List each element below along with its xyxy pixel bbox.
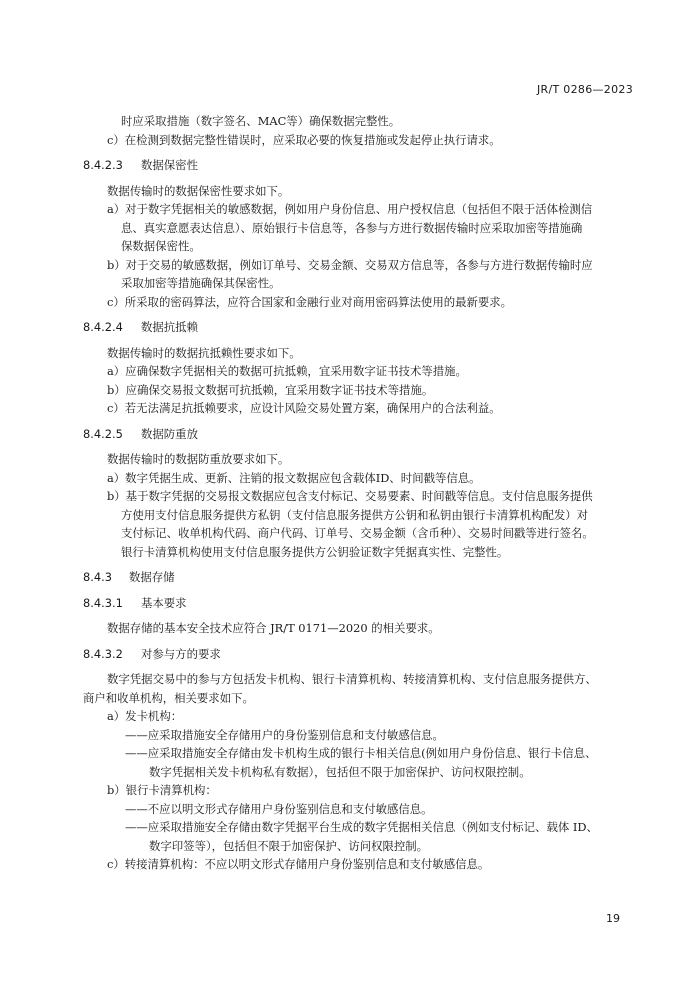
section-title: 基本要求	[141, 595, 187, 610]
section-heading	[83, 318, 641, 337]
section-number: 8.4.2.5	[83, 426, 123, 441]
paragraph-line: 数据传输时的数据保密性要求如下。	[107, 183, 290, 198]
paragraph-line: 商户和收单机构，相关要求如下。	[83, 690, 254, 705]
section-number: 8.4.2.4	[83, 320, 123, 334]
paragraph-line: 采取加密等措施确保其保密性。	[121, 276, 281, 290]
dash-item: ——应采取措施安全存储由发卡机构生成的银行卡相关信息(例如用户身份信息、银行卡信息、	[125, 746, 597, 760]
paragraph-line: 数字凭据相关发卡机构私有数据），包括但不限于加密保护、访问权限控制。	[149, 764, 531, 779]
section-heading	[83, 594, 641, 613]
paragraph-line: 数据存储的基本安全技术应符合 JR/T 0171—2020 的相关要求。	[107, 621, 440, 635]
paragraph-line: 保数据保密性。	[121, 239, 201, 253]
list-item: c）在检测到数据完整性错误时，应采取必要的恢复措施或发起停止执行请求。	[107, 132, 501, 147]
list-item: c）所采取的密码算法，应符合国家和金融行业对商用密码算法使用的最新要求。	[107, 294, 513, 309]
section-heading	[83, 425, 641, 444]
section-title: 数据抗抵赖	[141, 320, 198, 334]
list-item: b）对于交易的敏感数据，例如订单号、交易金额、交易双方信息等，各参与方进行数据传输时应	[107, 257, 593, 272]
dash-item: ——不应以明文形式存储用户身份鉴别信息和支付敏感信息。	[125, 801, 433, 816]
paragraph-line: 支付标记、收单机构代码、商户代码、订单号、交易金额（含币种）、交易时间戳等进行签名。	[121, 526, 594, 540]
document-body	[83, 112, 641, 874]
section-number: 8.4.2.3	[83, 158, 123, 172]
list-item: c）转接清算机构：不应以明文形式存储用户身份鉴别信息和支付敏感信息。	[107, 857, 490, 871]
list-item: a）发卡机构：	[107, 709, 183, 723]
section-title: 对参与方的要求	[141, 646, 221, 661]
list-item: a）对于数字凭据相关的敏感数据，例如用户身份信息、用户授权信息（包括但不限于活体检测信	[107, 202, 593, 216]
paragraph-line: 时应采取措施（数字签名、MAC等）确保数据完整性。	[121, 114, 401, 128]
dash-item: ——应采取措施安全存储由数字凭据平台生成的数字凭据相关信息（例如支付标记、载体 ID、	[125, 820, 598, 834]
list-item: a）应确保数字凭据相关的数据可抗抵赖，宜采用数字证书技术等措施。	[107, 364, 467, 378]
dash-item: ——应采取措施安全存储用户的身份鉴别信息和支付敏感信息。	[125, 727, 444, 742]
paragraph-line: 数据传输时的数据防重放要求如下。	[107, 452, 290, 466]
paragraph-line: 数字印签等），包括但不限于加密保护、访问权限控制。	[149, 838, 429, 853]
section-title: 数据保密性	[141, 158, 198, 172]
document-code: JR/T 0286—2023	[537, 83, 633, 96]
list-item: b）应确保交易报文数据可抗抵赖，宜采用数字证书技术等措施。	[107, 382, 434, 397]
list-item: c）若无法满足抗抵赖要求，应设计风险交易处置方案，确保用户的合法利益。	[107, 401, 501, 415]
paragraph-line: 息、真实意愿表达信息）、原始银行卡信息等，各参与方进行数据传输时应采取加密等措施确	[121, 220, 583, 235]
page-number: 19	[606, 912, 620, 925]
section-title: 数据防重放	[141, 426, 198, 441]
section-title: 数据存储	[129, 570, 175, 584]
section-number: 8.4.3.2	[83, 646, 123, 661]
paragraph-line: 数字凭据交易中的参与方包括发卡机构、银行卡清算机构、转接清算机构、支付信息服务提供方、	[107, 672, 597, 686]
section-heading	[83, 645, 641, 664]
paragraph-line: 银行卡清算机构使用支付信息服务提供方公钥验证数字凭据真实性、完整性。	[121, 544, 509, 559]
paragraph-line: 方使用支付信息服务提供方私钥（支付信息服务提供方公钥和私钥由银行卡清算机构配发）对	[121, 507, 589, 522]
paragraph-line: 数据传输时的数据抗抵赖性要求如下。	[107, 345, 301, 360]
list-item: b）银行卡清算机构：	[107, 783, 217, 797]
section-heading	[83, 568, 641, 587]
section-heading	[83, 156, 641, 175]
section-number: 8.4.3	[83, 570, 112, 584]
section-number: 8.4.3.1	[83, 595, 123, 610]
list-item: a）数字凭据生成、更新、注销的报文数据应包含载体ID、时间戳等信息。	[107, 470, 481, 485]
list-item: b）基于数字凭据的交易报文数据应包含支付标记、交易要素、时间戳等信息。支付信息服务提供	[107, 489, 593, 503]
